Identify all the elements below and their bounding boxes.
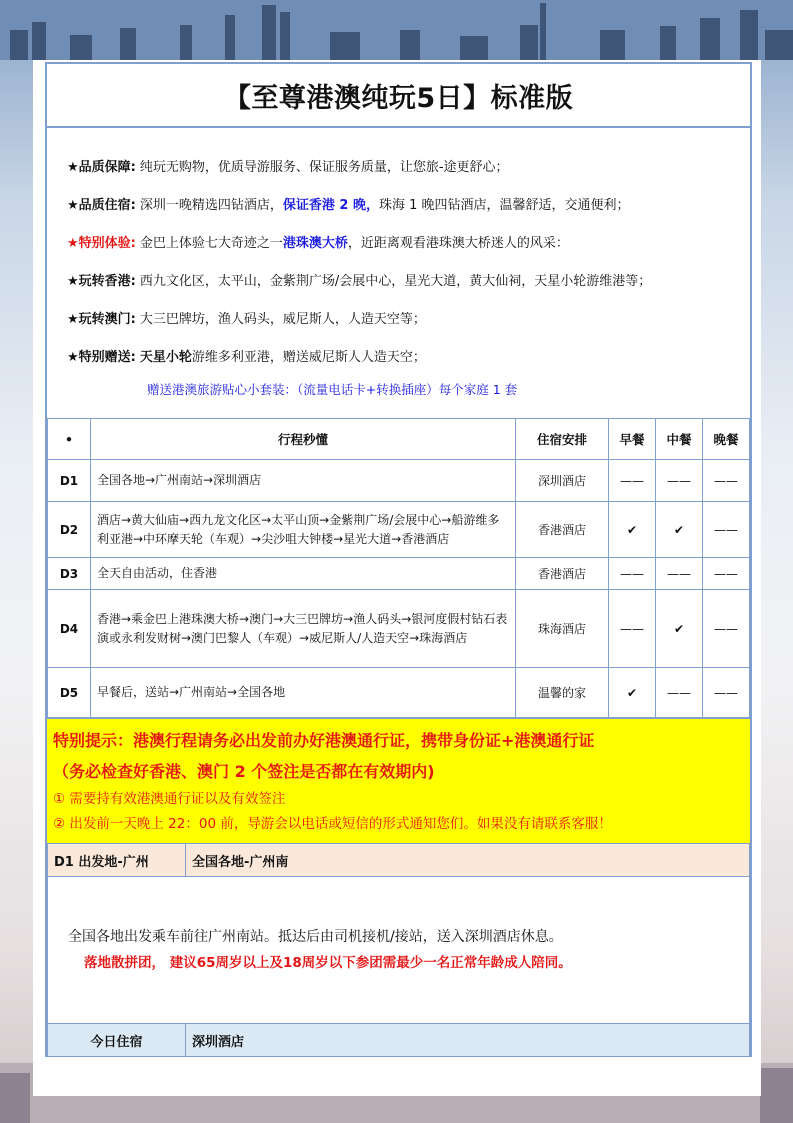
day-cell: D4	[48, 590, 91, 668]
route-cell: 早餐后，送站→广州南站→全国各地	[91, 668, 516, 718]
day1-route: 全国各地-广州南	[186, 844, 750, 877]
table-row	[48, 590, 750, 668]
highlight-item	[67, 336, 750, 374]
stay-label: 今日住宿	[48, 1024, 186, 1057]
highlight-item	[67, 184, 750, 222]
highlight-item	[67, 260, 750, 298]
highlight-item	[67, 298, 750, 336]
gift-note: 赠送港澳旅游贴心小套装：（流量电话卡+转换插座）每个家庭 1 套	[147, 382, 518, 397]
highlight-item	[67, 146, 750, 184]
day1-header-table	[47, 843, 750, 877]
highlights-list	[47, 128, 750, 418]
lunch-cell: ——	[656, 668, 703, 718]
highlight-text: 纯玩无购物，优质导游服务、保证服务质量，让您旅-途更舒心；	[139, 159, 509, 175]
breakfast-cell: ——	[609, 558, 656, 590]
highlight-item	[67, 222, 750, 260]
dinner-cell: ——	[703, 558, 750, 590]
lunch-cell: ——	[656, 460, 703, 502]
dinner-cell: ——	[703, 460, 750, 502]
lunch-cell: ——	[656, 558, 703, 590]
stay-cell: 香港酒店	[516, 502, 609, 558]
highlight-text: ，近距离观看港珠澳大桥迷人的风采：	[347, 235, 569, 251]
header-route: 行程秒懂	[91, 419, 516, 460]
day1-stay-table	[47, 1023, 750, 1057]
lunch-cell: ✔	[656, 590, 703, 668]
highlight-label: ★玩转香港:	[67, 273, 136, 289]
highlight-text: 金巴上体验七大奇迹之一	[139, 235, 283, 251]
day1-body	[47, 877, 750, 1023]
table-row	[48, 460, 750, 502]
highlight-label: ★特别赠送:	[67, 349, 136, 365]
highlight-emphasis: 保证香港 2 晚，	[282, 197, 379, 213]
special-notice	[47, 718, 750, 843]
highlight-label: ★玩转澳门:	[67, 311, 136, 327]
notice-title: 特别提示：港澳行程请务必出发前办好港澳通行证，携带身份证+港澳通行证	[53, 731, 595, 750]
highlight-label: ★品质住宿:	[67, 197, 136, 213]
table-row	[48, 558, 750, 590]
notice-item: ① 需要持有效港澳通行证以及有效签注	[53, 791, 286, 807]
stay-cell: 珠海酒店	[516, 590, 609, 668]
table-header-row	[48, 419, 750, 460]
route-cell: 酒店→黄大仙庙→西九龙文化区→太平山顶→金紫荆广场/会展中心→船游维多利亚港→中环摩天轮（车观）→尖沙咀大钟楼→星光大道→香港酒店	[91, 502, 516, 558]
highlight-text: 西九文化区，太平山，金紫荆广场/会展中心，星光大道，黄大仙祠，天星小轮游维港等；	[139, 273, 652, 289]
notice-subtitle: （务必检查好香港、澳门 2 个签注是否都在有效期内)	[53, 762, 435, 781]
route-cell: 全国各地→广州南站→深圳酒店	[91, 460, 516, 502]
header-breakfast: 早餐	[609, 419, 656, 460]
day-cell: D3	[48, 558, 91, 590]
stay-value: 深圳酒店	[186, 1024, 750, 1057]
stay-cell: 温馨的家	[516, 668, 609, 718]
notice-item: ② 出发前一天晚上 22：00 前，导游会以电话或短信的形式通知您们。如果没有请联系客服！	[53, 816, 612, 832]
dinner-cell: ——	[703, 502, 750, 558]
day1-note: 落地散拼团， 建议65周岁以上及18周岁以下参团需最少一名正常年龄成人陪同。	[84, 955, 572, 971]
highlight-emphasis: 天星小轮	[139, 349, 192, 365]
table-row	[48, 502, 750, 558]
day-cell: D5	[48, 668, 91, 718]
day1-header-row	[48, 844, 750, 877]
day1-label: D1 出发地-广州	[48, 844, 186, 877]
breakfast-cell: ——	[609, 590, 656, 668]
page-title: 【至尊港澳纯玩5日】标准版	[47, 64, 750, 128]
itinerary-document	[45, 62, 752, 1057]
highlight-label: ★特别体验:	[67, 235, 136, 251]
skyline-top-image	[0, 0, 793, 60]
dinner-cell: ——	[703, 590, 750, 668]
header-day: •	[48, 419, 91, 460]
highlight-emphasis: 港珠澳大桥	[282, 235, 348, 251]
header-lunch: 中餐	[656, 419, 703, 460]
highlight-text: 游维多利亚港，赠送威尼斯人人造天空；	[191, 349, 426, 365]
lunch-cell: ✔	[656, 502, 703, 558]
breakfast-cell: ✔	[609, 502, 656, 558]
breakfast-cell: ✔	[609, 668, 656, 718]
dinner-cell: ——	[703, 668, 750, 718]
header-stay: 住宿安排	[516, 419, 609, 460]
header-dinner: 晚餐	[703, 419, 750, 460]
day-cell: D2	[48, 502, 91, 558]
stay-cell: 深圳酒店	[516, 460, 609, 502]
route-cell: 香港→乘金巴上港珠澳大桥→澳门→大三巴牌坊→渔人码头→银河度假村钻石表演或永利发财树→澳门巴黎人（车观）→威尼斯人/人造天空→珠海酒店	[91, 590, 516, 668]
highlight-label: ★品质保障:	[67, 159, 136, 175]
stay-row	[48, 1024, 750, 1057]
table-row	[48, 668, 750, 718]
highlight-text: 珠海 1 晚四钻酒店，温馨舒适，交通便利；	[378, 197, 630, 213]
route-cell: 全天自由活动，住香港	[91, 558, 516, 590]
day-cell: D1	[48, 460, 91, 502]
breakfast-cell: ——	[609, 460, 656, 502]
day1-description: 全国各地出发乘车前往广州南站。抵达后由司机接机/接站，送入深圳酒店休息。	[68, 929, 563, 945]
itinerary-table	[47, 418, 750, 718]
highlight-text: 深圳一晚精选四钻酒店，	[139, 197, 283, 213]
highlight-text: 大三巴牌坊，渔人码头，威尼斯人，人造天空等；	[139, 311, 426, 327]
stay-cell: 香港酒店	[516, 558, 609, 590]
